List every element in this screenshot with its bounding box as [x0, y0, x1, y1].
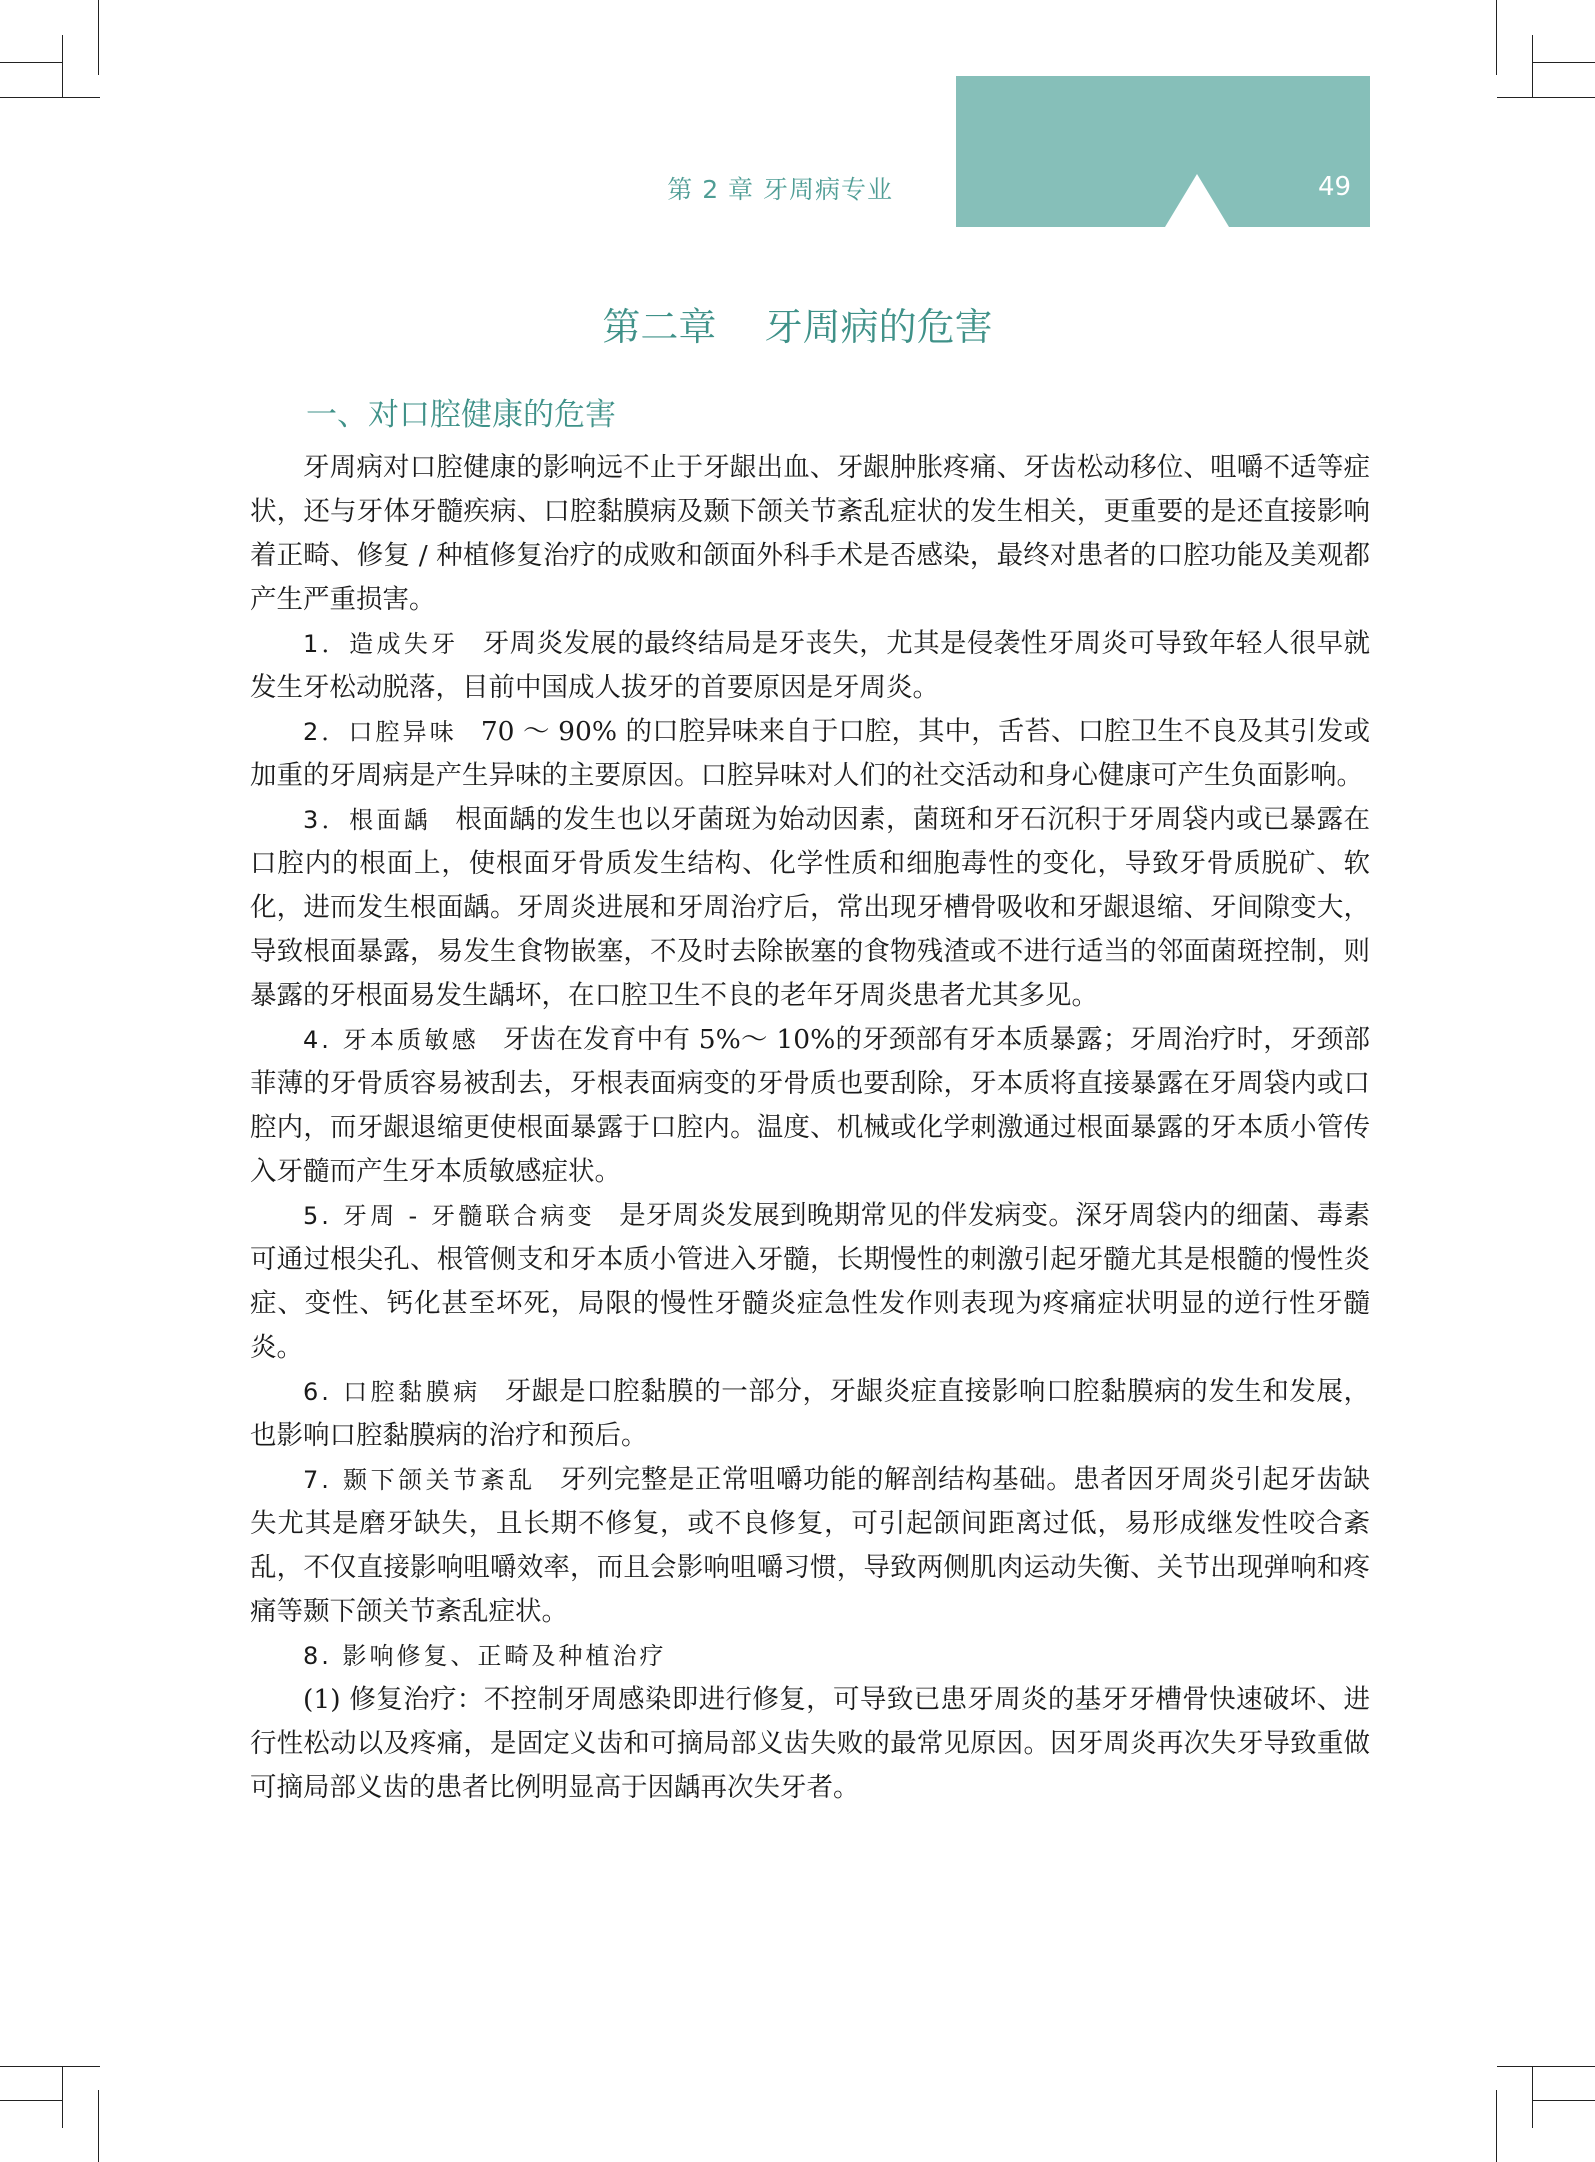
item-heading: 5. 牙周 - 牙髓联合病变	[303, 1202, 596, 1230]
crop-mark	[1532, 62, 1595, 63]
crop-mark	[1497, 2066, 1595, 2067]
section-title: 一、对口腔健康的危害	[306, 397, 616, 433]
paragraph-text: (1) 修复治疗：不控制牙周感染即进行修复，可导致已患牙周炎的基牙牙槽骨快速破坏、进行性松动以及疼痛，是固定义齿和可摘局部义齿失败的最常见原因。因牙周炎再次失牙导致重做可摘局部义齿的患者比例明显高于因龋再次失牙者。	[250, 1684, 1370, 1803]
paragraph-item-3	[250, 798, 1370, 1018]
paragraph-text: 牙周病对口腔健康的影响远不止于牙龈出血、牙龈肿胀疼痛、牙齿松动移位、咀嚼不适等症状，还与牙体牙髓疾病、口腔黏膜病及颞下颌关节紊乱症状的发生相关，更重要的是还直接影响着正畸、修复 / 种植修复治疗的成败和颌面外科手术是否感染，最终对患者的口腔功能及美观都产生严重损害。	[250, 452, 1370, 615]
crop-mark	[0, 2100, 62, 2101]
crop-mark	[62, 35, 63, 97]
paragraph-item-1	[250, 622, 1370, 710]
crop-mark	[1496, 2090, 1497, 2162]
crop-mark	[1496, 0, 1497, 75]
body-text	[250, 446, 1370, 1810]
paragraph-item-7	[250, 1458, 1370, 1634]
paragraph-intro	[250, 446, 1370, 622]
crop-mark	[0, 97, 100, 98]
header-bar	[956, 76, 1370, 227]
paragraph-subitem-1	[250, 1678, 1370, 1810]
item-heading: 2．口腔异味	[303, 718, 457, 746]
item-heading: 8. 影响修复、正畸及种植治疗	[303, 1642, 667, 1670]
crop-mark	[1497, 97, 1595, 98]
item-heading: 7. 颞下颌关节紊乱	[303, 1466, 536, 1494]
crop-mark	[1532, 35, 1533, 97]
crop-mark	[0, 2066, 100, 2067]
paragraph-item-4	[250, 1018, 1370, 1194]
paragraph-text: 牙齿在发育中有 5%～ 10%的牙颈部有牙本质暴露；牙周治疗时，牙颈部菲薄的牙骨质容易被刮去，牙根表面病变的牙骨质也要刮除，牙本质将直接暴露在牙周袋内或口腔内，而牙龈退缩更使根面暴露于口腔内。温度、机械或化学刺激通过根面暴露的牙本质小管传入牙髓而产生牙本质敏感症状。	[250, 1024, 1370, 1187]
running-head: 第 2 章 牙周病专业	[667, 175, 893, 204]
paragraph-item-5	[250, 1194, 1370, 1370]
paragraph-text: 牙龈是口腔黏膜的一部分，牙龈炎症直接影响口腔黏膜病的发生和发展，也影响口腔黏膜病的治疗和预后。	[250, 1376, 1371, 1451]
item-heading: 1．造成失牙	[303, 630, 459, 658]
page-number: 49	[1318, 172, 1352, 202]
paragraph-text: 牙周炎发展的最终结局是牙丧失，尤其是侵袭性牙周炎可导致年轻人很早就发生牙松动脱落，目前中国成人拔牙的首要原因是牙周炎。	[250, 628, 1371, 703]
crop-mark	[0, 62, 62, 63]
paragraph-text: 是牙周炎发展到晚期常见的伴发病变。深牙周袋内的细菌、毒素可通过根尖孔、根管侧支和牙本质小管进入牙髓，长期慢性的刺激引起牙髓尤其是根髓的慢性炎症、变性、钙化甚至坏死，局限的慢性牙髓炎症急性发作则表现为疼痛症状明显的逆行性牙髓炎。	[250, 1200, 1370, 1363]
chapter-title: 第二章 牙周病的危害	[602, 305, 993, 349]
crop-mark	[62, 2066, 63, 2128]
paragraph-item-2	[250, 710, 1370, 798]
crop-mark	[1532, 2100, 1595, 2101]
paragraph-item-6	[250, 1370, 1370, 1458]
paragraph-text: 根面龋的发生也以牙菌斑为始动因素，菌斑和牙石沉积于牙周袋内或已暴露在口腔内的根面上，使根面牙骨质发生结构、化学性质和细胞毒性的变化，导致牙骨质脱矿、软化，进而发生根面龋。牙周炎进展和牙周治疗后，常出现牙槽骨吸收和牙龈退缩、牙间隙变大，导致根面暴露，易发生食物嵌塞，不及时去除嵌塞的食物残渣或不进行适当的邻面菌斑控制，则暴露的牙根面易发生龋坏，在口腔卫生不良的老年牙周炎患者尤其多见。	[250, 804, 1370, 1011]
header-triangle	[1165, 174, 1229, 227]
item-heading: 6. 口腔黏膜病	[303, 1378, 481, 1406]
item-heading: 3．根面龋	[303, 806, 432, 834]
crop-mark	[1532, 2066, 1533, 2128]
crop-mark	[98, 2090, 99, 2162]
item-heading: 4. 牙本质敏感	[303, 1026, 479, 1054]
paragraph-item-8	[250, 1634, 1370, 1678]
paragraph-text: 牙列完整是正常咀嚼功能的解剖结构基础。患者因牙周炎引起牙齿缺失尤其是磨牙缺失，且长期不修复，或不良修复，可引起颌间距离过低，易形成继发性咬合紊乱，不仅直接影响咀嚼效率，而且会影响咀嚼习惯，导致两侧肌肉运动失衡、关节出现弹响和疼痛等颞下颌关节紊乱症状。	[250, 1464, 1371, 1627]
crop-mark	[98, 0, 99, 75]
paragraph-text: 70 ～ 90% 的口腔异味来自于口腔，其中，舌苔、口腔卫生不良及其引发或加重的牙周病是产生异味的主要原因。口腔异味对人们的社交活动和身心健康可产生负面影响。	[250, 716, 1370, 791]
